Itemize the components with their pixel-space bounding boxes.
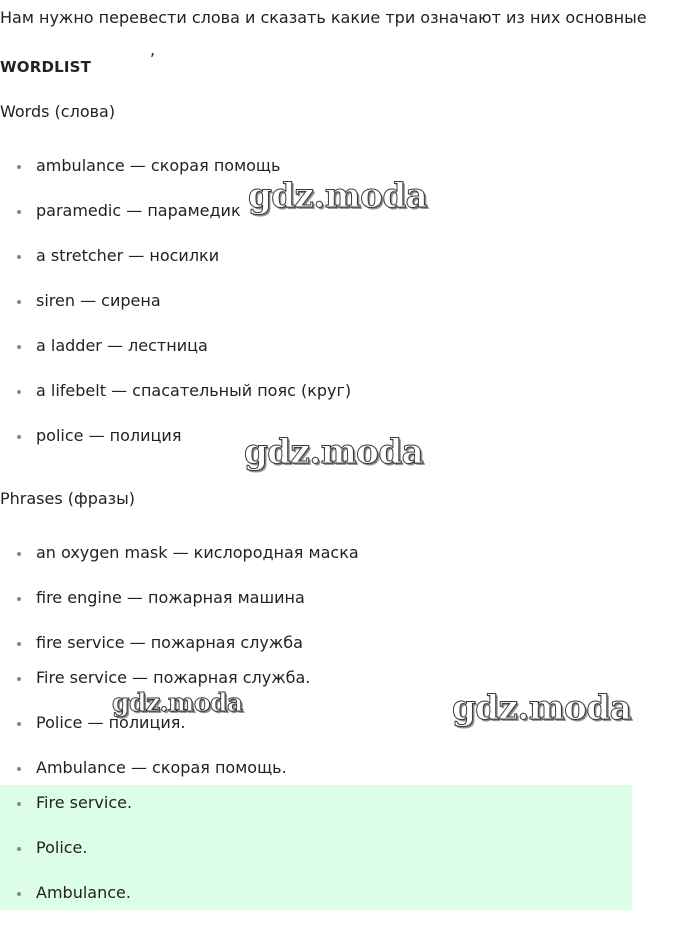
bullet-icon <box>17 165 21 169</box>
word-entry: paramedic — парамедик <box>36 201 241 220</box>
watermark-logo: gdz.moda <box>248 176 428 216</box>
word-entry: a lifebelt — спасательный пояс (круг) <box>36 381 352 400</box>
bullet-icon <box>17 767 21 771</box>
answer-entry: Police. <box>36 838 88 857</box>
word-entry: ambulance — скорая помощь <box>36 156 281 175</box>
watermark-logo: gdz.moda <box>452 688 632 728</box>
bullet-icon <box>17 722 21 726</box>
bullet-icon <box>17 300 21 304</box>
bullet-icon <box>17 435 21 439</box>
list-item <box>0 543 359 588</box>
answer-entry: Fire service. <box>36 793 133 812</box>
bullet-icon <box>17 677 21 681</box>
list-item <box>0 713 359 758</box>
word-entry: a stretcher — носилки <box>36 246 220 265</box>
list-item <box>0 336 351 381</box>
phrase-entry: Ambulance — скорая помощь. <box>36 758 287 777</box>
phrases-label: Phrases (фразы) <box>0 489 136 508</box>
answer-entry: Ambulance. <box>36 883 131 902</box>
bullet-icon <box>17 642 21 646</box>
bullet-icon <box>17 892 21 896</box>
bullet-icon <box>17 597 21 601</box>
bullet-icon <box>17 802 21 806</box>
bullet-icon <box>17 847 21 851</box>
phrase-entry: Police — полиция. <box>36 713 186 732</box>
watermark-logo: gdz.moda <box>112 688 243 717</box>
answer-list <box>0 793 132 928</box>
list-item <box>0 633 359 668</box>
list-item <box>0 793 132 838</box>
word-entry: siren — сирена <box>36 291 161 310</box>
list-item <box>0 381 351 426</box>
word-entry: a ladder — лестница <box>36 336 208 355</box>
list-item <box>0 883 132 928</box>
task-text: Нам нужно перевести слова и сказать какие три означают из них основные <box>0 8 647 27</box>
words-label: Words (слова) <box>0 102 116 121</box>
wordlist-heading: WORDLIST <box>0 58 92 76</box>
task-text-overflow: , <box>150 40 156 59</box>
bullet-icon <box>17 345 21 349</box>
list-item <box>0 838 132 883</box>
bullet-icon <box>17 390 21 394</box>
phrase-entry: fire service — пожарная служба <box>36 633 303 652</box>
bullet-icon <box>17 210 21 214</box>
phrase-entry: Fire service — пожарная служба. <box>36 668 311 687</box>
word-entry: police — полиция <box>36 426 182 445</box>
bullet-icon <box>17 255 21 259</box>
phrases-list <box>0 543 359 793</box>
phrase-entry: an oxygen mask — кислородная маска <box>36 543 359 562</box>
bullet-icon <box>17 552 21 556</box>
watermark-logo: gdz.moda <box>244 432 424 472</box>
list-item <box>0 588 359 633</box>
list-item <box>0 291 351 336</box>
list-item <box>0 246 351 291</box>
phrase-entry: fire engine — пожарная машина <box>36 588 305 607</box>
